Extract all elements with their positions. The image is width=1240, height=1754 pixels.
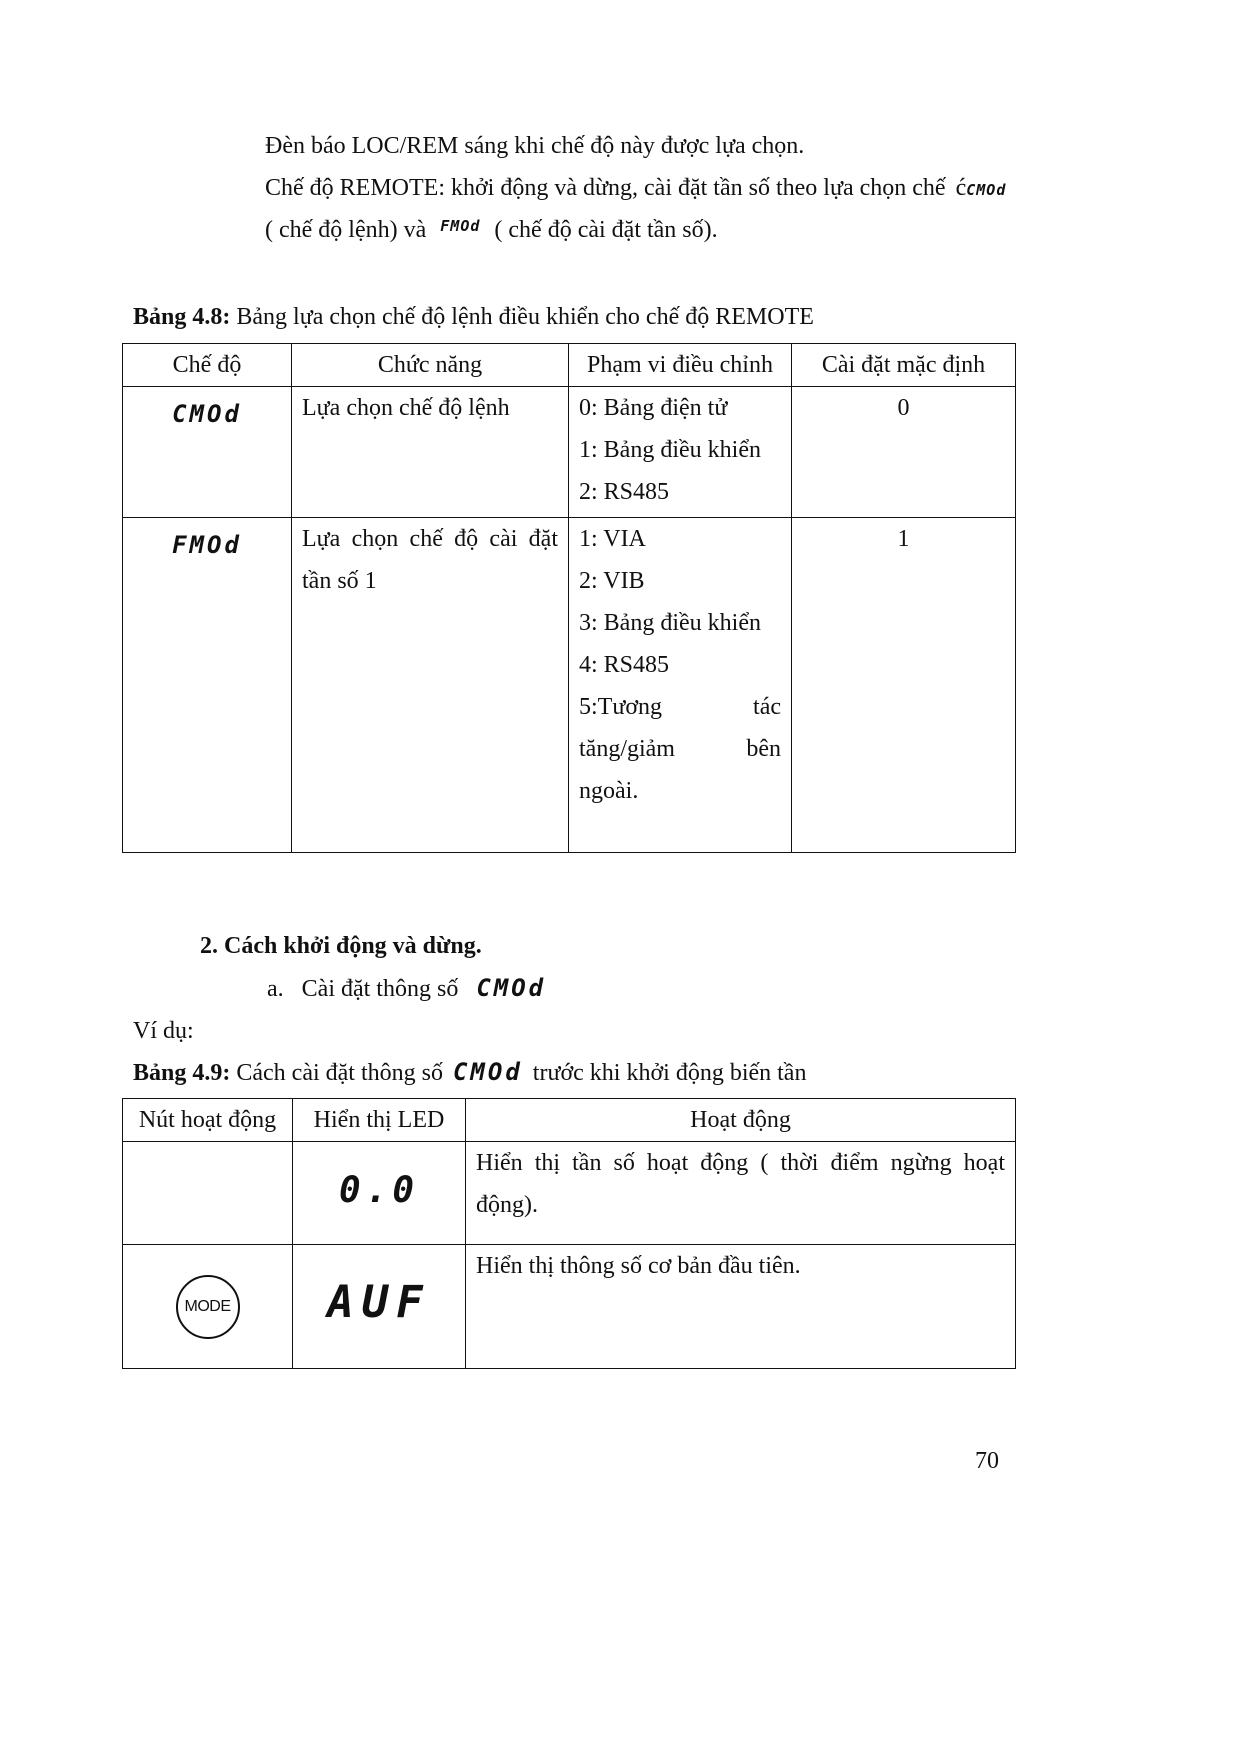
table49-header-row [123,1099,1016,1142]
table48-caption-label: Bảng 4.8: [133,304,231,330]
mode-cell [123,387,292,518]
led-cell [293,1142,466,1245]
default-cell: 0 [792,387,1016,518]
range-item: 2: VIB [579,568,645,594]
table48-header: Chức năng [292,344,569,387]
range-item: 5:Tương tác [579,694,781,720]
default-cell: 1 [792,518,1016,853]
cmod-led-display: CMOd [172,400,242,428]
cmod-led-glyph: CMOd [452,1058,523,1086]
mode-button[interactable]: MODE [176,1275,240,1339]
intro-line-2-text: Chế độ REMOTE: khởi động và dừng, cài đặt tần số theo lựa chọn chế [265,175,946,201]
intro-line-2-prefix: ć [955,175,967,201]
example-label: Ví dụ: [133,1018,194,1044]
table49-header: Hoạt động [466,1099,1016,1142]
table49-caption [133,1057,806,1088]
table48 [122,343,1016,853]
range-item: 2: RS485 [579,479,670,505]
led-display: 0.0 [338,1170,420,1211]
intro-line-2 [265,173,1006,205]
range-item: 1: Bảng điều khiển [579,437,761,463]
led-cell [293,1245,466,1369]
range-cell [569,387,792,518]
table48-header: Phạm vi điều chỉnh [569,344,792,387]
range-cell [569,518,792,853]
button-cell [123,1142,293,1245]
function-cell: Lựa chọn chế độ lệnh [292,387,569,518]
table49-caption-a: Cách cài đặt thông số [236,1060,443,1086]
mode-cell [123,518,292,853]
table48-header-row [123,344,1016,387]
intro-line-3-b: ( chế độ cài đặt tần số). [494,217,718,243]
range-item: tăng/giảm bên [579,736,781,762]
led-display: AUF [327,1277,431,1328]
table49 [122,1098,1016,1369]
table48-header: Chế độ [123,344,292,387]
range-item: 4: RS485 [579,652,670,678]
button-cell [123,1245,293,1369]
range-item: ngoài. [579,778,639,804]
intro-line-1: Đèn báo LOC/REM sáng khi chế độ này được lựa chọn. [265,133,805,159]
range-item: 0: Bảng điện tử [579,395,728,421]
intro-line-3-a: ( chế độ lệnh) và [265,217,427,243]
table49-caption-b: trước khi khởi động biến tần [532,1060,807,1086]
action-cell: Hiển thị thông số cơ bản đầu tiên. [466,1245,1016,1369]
section-heading: 2. Cách khởi động và dừng. [200,933,482,959]
range-item: 1: VIA [579,526,646,552]
subsection-a [267,973,546,1004]
table49-header: Hiển thị LED [293,1099,466,1142]
function-cell: Lựa chọn chế độ cài đặt tần số 1 [292,518,569,853]
table-row [123,387,1016,518]
cmod-led-glyph: CMOd [966,181,1007,199]
table-row [123,1245,1016,1369]
table49-caption-label: Bảng 4.9: [133,1060,231,1086]
fmod-led-display: FMOd [172,531,242,559]
subsection-a-label: a. [267,976,284,1002]
table-row [123,1142,1016,1245]
table-row [123,518,1016,853]
table48-caption-text: Bảng lựa chọn chế độ lệnh điều khiển cho chế độ REMOTE [236,304,814,330]
page-number: 70 [975,1448,999,1474]
intro-line-3 [265,215,718,247]
fmod-led-glyph: FMOd [440,217,481,235]
table48-caption [133,302,814,332]
table49-header: Nút hoạt động [123,1099,293,1142]
subsection-a-text: Cài đặt thông số [301,976,459,1002]
range-item: 3: Bảng điều khiển [579,610,761,636]
action-cell: Hiển thị tần số hoạt động ( thời điểm ngừng hoạt động). [466,1142,1016,1245]
table48-header: Cài đặt mặc định [792,344,1016,387]
cmod-led-glyph: CMOd [476,974,547,1002]
